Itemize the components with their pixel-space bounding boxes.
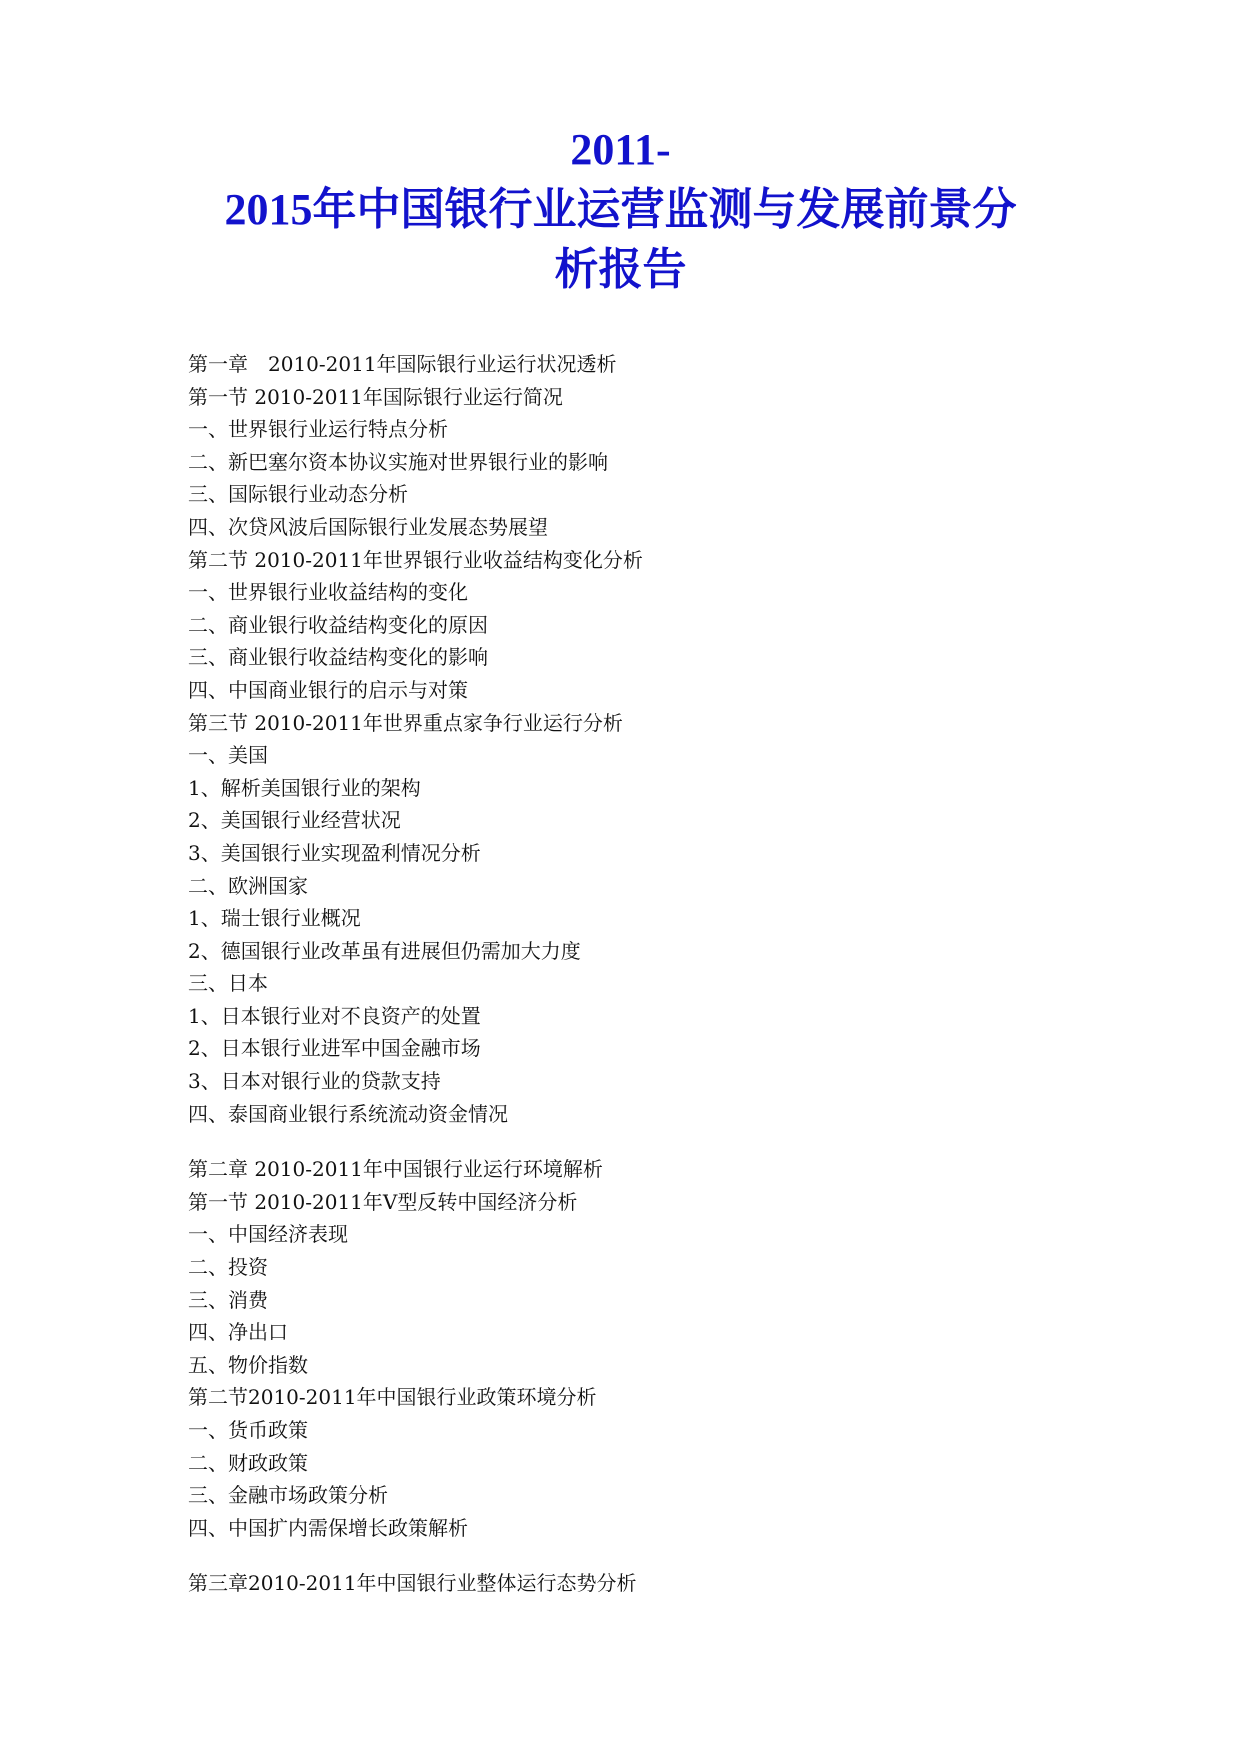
toc-entry: 三、消费 [188,1287,268,1312]
section-gap [188,1130,1088,1153]
table-of-contents [188,348,1088,1600]
toc-entry: 二、财政政策 [188,1450,308,1475]
toc-entry: 二、商业银行收益结构变化的原因 [188,612,488,637]
toc-entry: 2、美国银行业经营状况 [188,808,401,833]
report-title [0,120,1241,300]
toc-entry: 三、国际银行业动态分析 [188,482,408,507]
toc-entry: 三、商业银行收益结构变化的影响 [188,645,488,670]
toc-entry: 四、泰国商业银行系统流动资金情况 [188,1101,508,1126]
toc-entry: 三、日本 [188,971,268,996]
toc-entry: 3、美国银行业实现盈利情况分析 [188,840,481,865]
toc-entry: 第一节 2010-2011年V型反转中国经济分析 [188,1189,578,1214]
toc-entry: 第三节 2010-2011年世界重点家争行业运行分析 [188,710,623,735]
toc-entry: 1、日本银行业对不良资产的处置 [188,1003,481,1028]
section-gap [188,1544,1088,1567]
toc-entry: 第三章2010-2011年中国银行业整体运行态势分析 [188,1571,637,1596]
toc-entry: 四、中国扩内需保增长政策解析 [188,1515,468,1540]
toc-entry: 1、瑞士银行业概况 [188,906,361,931]
toc-entry: 一、世界银行业运行特点分析 [188,417,448,442]
toc-entry: 一、中国经济表现 [188,1222,348,1247]
toc-entry: 3、日本对银行业的贷款支持 [188,1069,441,1094]
toc-entry: 三、金融市场政策分析 [188,1483,388,1508]
title-line-3: 析报告 [554,245,687,294]
toc-entry: 一、美国 [188,743,268,768]
toc-entry: 一、货币政策 [188,1418,308,1442]
toc-entry: 二、新巴塞尔资本协议实施对世界银行业的影响 [188,449,608,474]
toc-entry: 四、次贷风波后国际银行业发展态势展望 [188,514,548,539]
toc-entry: 第二章 2010-2011年中国银行业运行环境解析 [188,1157,603,1182]
toc-entry: 第二节2010-2011年中国银行业政策环境分析 [188,1385,597,1410]
toc-entry: 第二节 2010-2011年世界银行业收益结构变化分析 [188,547,643,572]
toc-entry: 一、世界银行业收益结构的变化 [188,580,468,605]
toc-entry: 2、日本银行业进军中国金融市场 [188,1036,481,1061]
title-line-1: 2011- [570,125,671,174]
toc-entry: 1、解析美国银行业的架构 [188,775,421,800]
toc-entry: 四、净出口 [188,1320,288,1345]
title-line-2: 2015年中国银行业运营监测与发展前景分 [224,185,1017,234]
toc-entry: 二、投资 [188,1255,268,1280]
toc-entry: 二、欧洲国家 [188,873,308,898]
toc-entry: 五、物价指数 [188,1352,308,1377]
toc-entry: 第一章 2010-2011年国际银行业运行状况透析 [188,352,617,376]
toc-entry: 2、德国银行业改革虽有进展但仍需加大力度 [188,938,581,963]
toc-entry: 四、中国商业银行的启示与对策 [188,677,468,702]
toc-entry: 第一节 2010-2011年国际银行业运行简况 [188,384,563,409]
